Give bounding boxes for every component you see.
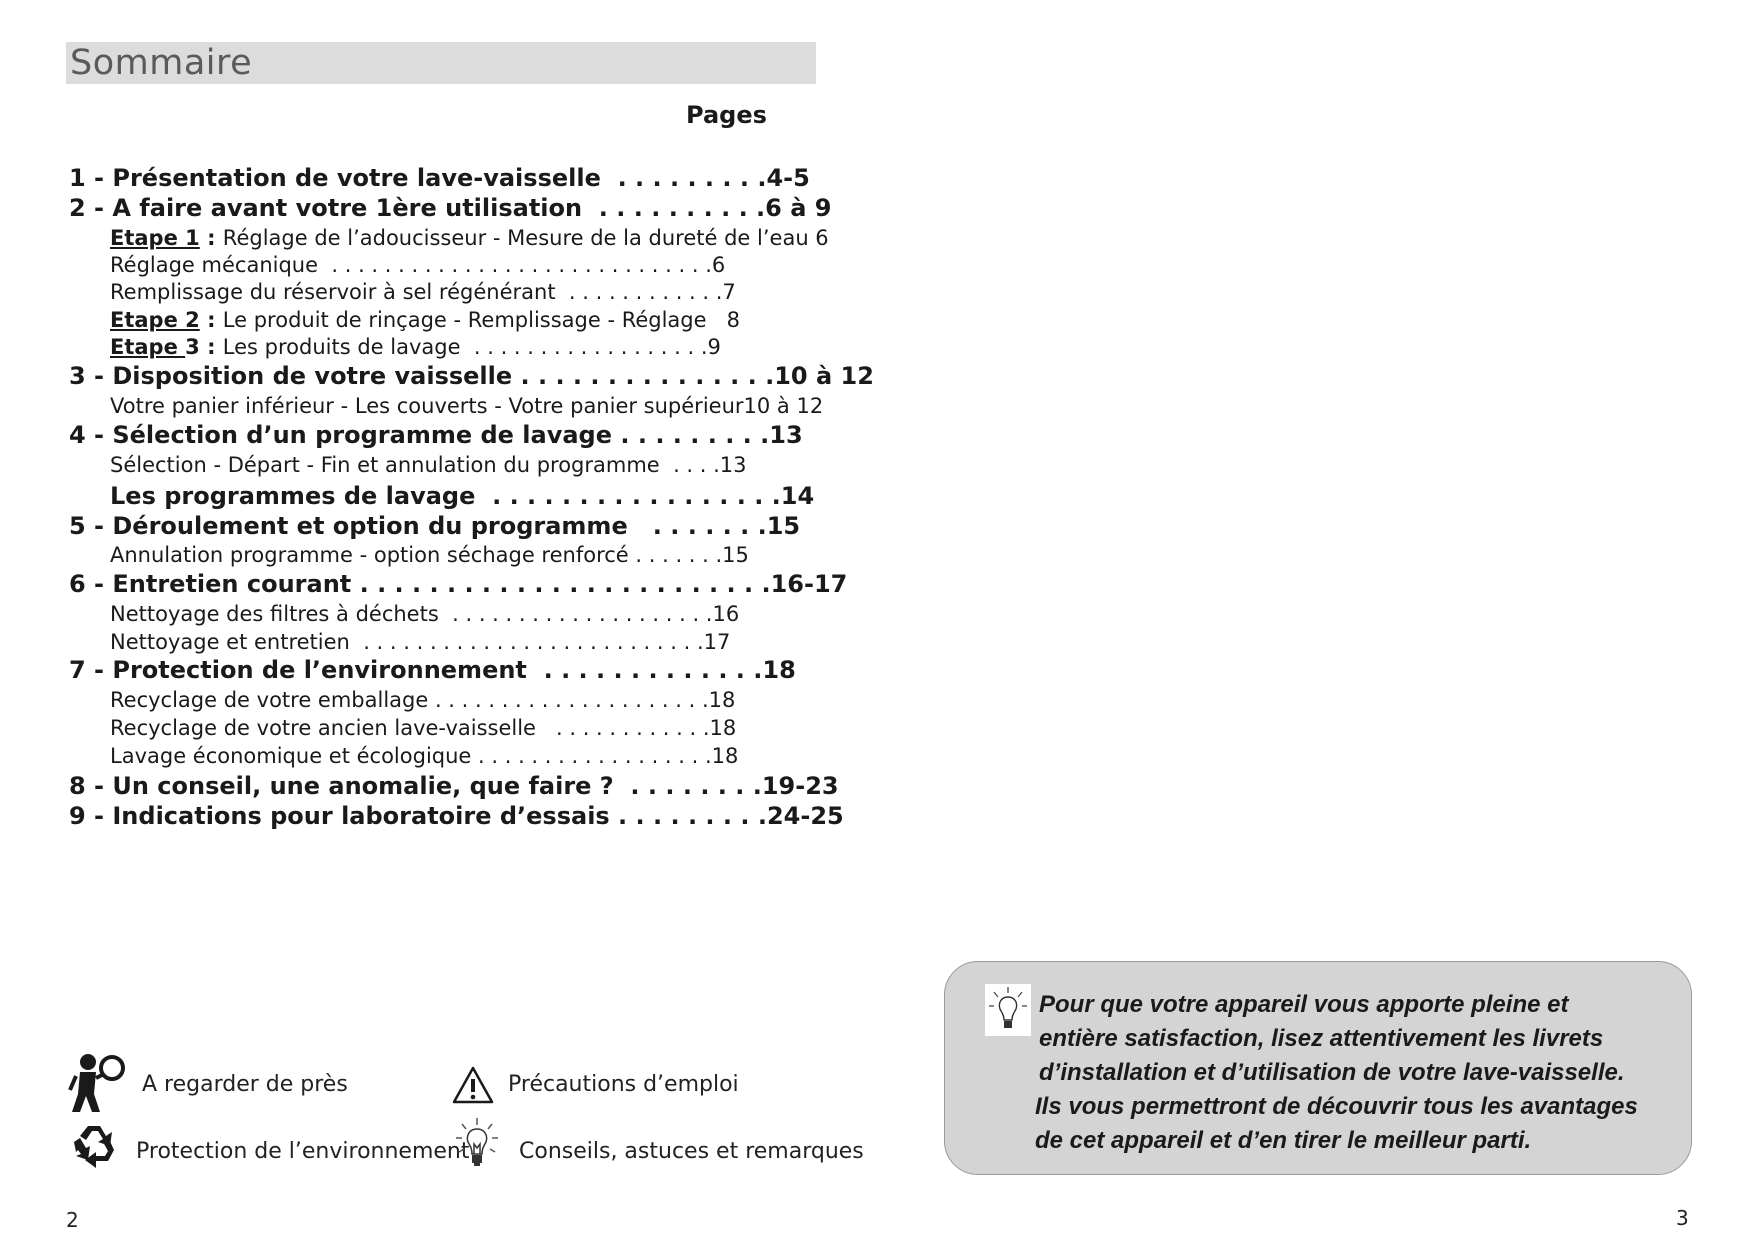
toc-subentry[interactable]: Lavage économique et écologique . . . . . . . . . . . . . . . . . .18 [110,744,739,768]
toc-subentry[interactable]: Nettoyage et entretien . . . . . . . . . . . . . . . . . . . . . . . . . .17 [110,630,731,654]
tip-text: Pour que votre appareil vous apporte pleine et entière satisfaction, lisez attentivement les livrets d’installation et d’utilisation de votre lave-vaisselle. Ils vous permettront de découvrir tous les avantages de cet appareil et d’en tirer le meilleur parti. [1035,991,1638,1154]
toc-entry-8[interactable]: 8 - Un conseil, une anomalie, que faire ? . . . . . . . .19-23 [69,772,839,800]
toc-subentry-bold[interactable]: Les programmes de lavage . . . . . . . . . . . . . . . . .14 [110,482,815,510]
toc-subentry-etape-1[interactable]: Etape 1 : Réglage de l’adoucisseur - Mesure de la dureté de l’eau 6 [110,226,829,250]
page-number-left: 2 [66,1208,79,1232]
title-bar [66,42,816,84]
legend-tips-label: Conseils, astuces et remarques [519,1139,864,1164]
lightbulb-icon [985,984,1031,1036]
etape-label: Etape [110,335,186,359]
etape-label: Etape 2 [110,308,200,332]
magnifier-figure-icon [66,1050,128,1116]
toc-entry-4[interactable]: 4 - Sélection d’un programme de lavage . . . . . . . . .13 [69,421,803,449]
etape-label: Etape 1 [110,226,200,250]
page-title: Sommaire [70,43,253,83]
toc-subentry[interactable]: Votre panier inférieur - Les couverts - Votre panier supérieur10 à 12 [110,394,824,418]
toc-subentry[interactable]: Réglage mécanique . . . . . . . . . . . . . . . . . . . . . . . . . . . . .6 [110,253,726,277]
toc-subentry[interactable]: Recyclage de votre ancien lave-vaisselle . . . . . . . . . . . .18 [110,716,737,740]
legend-precautions-label: Précautions d’emploi [508,1072,739,1097]
toc-subentry[interactable]: Annulation programme - option séchage renforcé . . . . . . .15 [110,543,749,567]
toc-subentry[interactable]: Nettoyage des filtres à déchets . . . . . . . . . . . . . . . . . . . .16 [110,602,740,626]
lightbulb-icon [454,1116,500,1174]
toc-entry-9[interactable]: 9 - Indications pour laboratoire d’essais . . . . . . . . .24-25 [69,802,844,830]
pages-column-header: Pages [686,101,767,129]
tip-box [944,961,1692,1175]
legend-look-label: A regarder de près [142,1072,348,1097]
page-number-right: 3 [1676,1206,1689,1230]
recycle-icon [70,1120,120,1170]
toc-entry-7[interactable]: 7 - Protection de l’environnement . . . . . . . . . . . . .18 [69,656,796,684]
toc-entry-2[interactable]: 2 - A faire avant votre 1ère utilisation . . . . . . . . . .6 à 9 [69,194,832,222]
toc-entry-3[interactable]: 3 - Disposition de votre vaisselle . . . . . . . . . . . . . . .10 à 12 [69,362,874,390]
toc-subentry[interactable]: Sélection - Départ - Fin et annulation du programme . . . .13 [110,453,747,477]
toc-subentry-etape-3[interactable]: Etape 3 : Les produits de lavage . . . . . . . . . . . . . . . . . .9 [110,335,721,359]
warning-triangle-icon [452,1066,494,1104]
toc-entry-6[interactable]: 6 - Entretien courant . . . . . . . . . . . . . . . . . . . . . . . .16-17 [69,570,848,598]
legend-environment-label: Protection de l’environnement [136,1139,470,1164]
toc-subentry[interactable]: Recyclage de votre emballage . . . . . . . . . . . . . . . . . . . . .18 [110,688,736,712]
toc-entry-1[interactable]: 1 - Présentation de votre lave-vaisselle . . . . . . . . .4-5 [69,164,810,192]
toc-subentry-etape-2[interactable]: Etape 2 : Le produit de rinçage - Remplissage - Réglage 8 [110,308,740,332]
toc-entry-5[interactable]: 5 - Déroulement et option du programme . . . . . . .15 [69,512,801,540]
toc-subentry[interactable]: Remplissage du réservoir à sel régénérant . . . . . . . . . . . .7 [110,280,736,304]
